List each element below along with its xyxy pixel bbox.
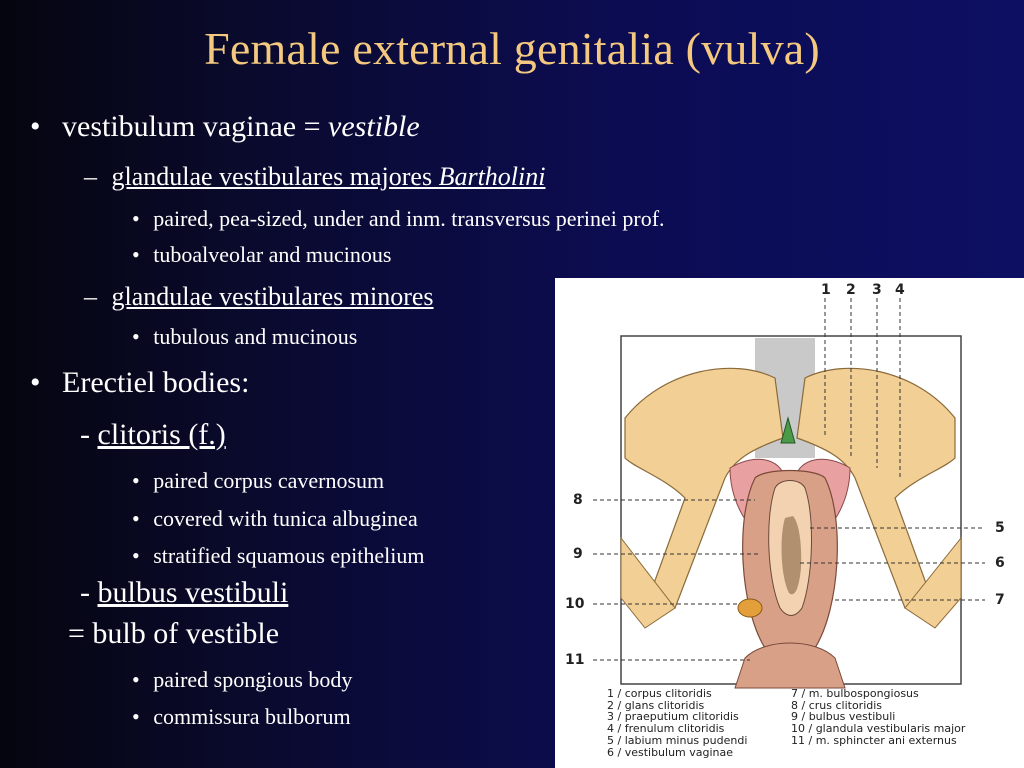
dash-glyph: –: [84, 162, 97, 191]
bullet-glyph: •: [30, 366, 41, 399]
point-text: covered with tunica albuginea: [153, 506, 418, 531]
point-tunica-albuginea: [132, 506, 418, 532]
point-tubulous: [132, 324, 357, 350]
label-number-6: 6: [995, 555, 1005, 571]
label-number-11: 11: [565, 652, 585, 668]
bullet-italic-text: vestible: [328, 110, 420, 143]
label-number-5: 5: [995, 520, 1005, 536]
dash-prefix: -: [80, 418, 98, 451]
legend-right: [791, 688, 965, 747]
subbullet-majores: [84, 162, 545, 192]
bullet-erectile: [30, 366, 249, 400]
bullet-vestibulum: [30, 110, 420, 144]
bullet-glyph: •: [132, 667, 140, 692]
point-text: paired, pea-sized, under and inm. transversus perinei prof.: [153, 206, 665, 231]
point-text: paired corpus cavernosum: [153, 468, 385, 493]
legend-left: [607, 688, 747, 758]
bulbus-label: bulbus vestibuli: [97, 576, 289, 609]
point-pea-sized: [132, 206, 665, 232]
bartholin-gland: [738, 599, 762, 617]
subbullet-italic-text: Bartholini: [438, 162, 546, 191]
label-number-8: 8: [573, 492, 583, 508]
subbullet-text: glandulae vestibulares minores: [111, 282, 434, 311]
bullet-glyph: •: [30, 110, 41, 143]
point-tuboalveolar: [132, 242, 391, 268]
point-corpus-cavernosum: [132, 468, 384, 494]
legend-item: 4 / frenulum clitoridis: [607, 722, 725, 736]
bullet-text: Erectiel bodies:: [62, 366, 250, 399]
point-text: commissura bulborum: [153, 704, 351, 729]
anatomy-figure: [555, 278, 1024, 768]
point-spongious-body: [132, 667, 352, 693]
legend-item: 3 / praeputium clitoridis: [607, 710, 739, 724]
legend-item: 11 / m. sphincter ani externus: [791, 733, 957, 747]
slide-title: Female external genitalia (vulva): [204, 23, 820, 74]
label-number-7: 7: [995, 592, 1005, 608]
label-number-1: 1: [821, 282, 831, 298]
sphincter: [735, 643, 845, 688]
label-number-10: 10: [565, 596, 585, 612]
label-number-4: 4: [895, 282, 905, 298]
clitoris-heading: [80, 418, 226, 452]
bullet-text: vestibulum vaginae =: [62, 110, 329, 143]
legend-item: 2 / glans clitoridis: [607, 698, 705, 712]
bullet-glyph: •: [132, 468, 140, 493]
dash-glyph: –: [84, 282, 97, 311]
point-commissura: [132, 704, 351, 730]
bullet-glyph: •: [132, 242, 140, 267]
dash-prefix: -: [80, 576, 98, 609]
subbullet-text: glandulae vestibulares majores: [111, 162, 439, 191]
point-text: stratified squamous epithelium: [153, 543, 425, 568]
legend-item: 6 / vestibulum vaginae: [607, 745, 734, 759]
bullet-glyph: •: [132, 324, 140, 349]
legend-item: 9 / bulbus vestibuli: [791, 710, 896, 724]
clitoris-label: clitoris (f.): [97, 418, 226, 451]
point-text: tuboalveolar and mucinous: [153, 242, 392, 267]
point-squamous-epithelium: [132, 543, 425, 569]
point-text: paired spongious body: [153, 667, 353, 692]
bullet-glyph: •: [132, 206, 140, 231]
legend-item: 7 / m. bulbospongiosus: [791, 687, 919, 700]
legend-item: 5 / labium minus pudendi: [607, 733, 748, 747]
label-number-3: 3: [872, 282, 882, 298]
subbullet-minores: [84, 282, 434, 312]
label-number-2: 2: [846, 282, 856, 298]
label-number-9: 9: [573, 546, 583, 562]
legend-item: 10 / glandula vestibularis major: [791, 722, 966, 736]
legend-item: 1 / corpus clitoridis: [607, 687, 712, 700]
bulbus-heading: [80, 576, 288, 610]
bullet-glyph: •: [132, 506, 140, 531]
point-text: tubulous and mucinous: [153, 324, 358, 349]
bullet-glyph: •: [132, 704, 140, 729]
legend-item: 8 / crus clitoridis: [791, 698, 883, 712]
bullet-glyph: •: [132, 543, 140, 568]
bulbus-equivalent: = bulb of vestible: [68, 617, 280, 650]
